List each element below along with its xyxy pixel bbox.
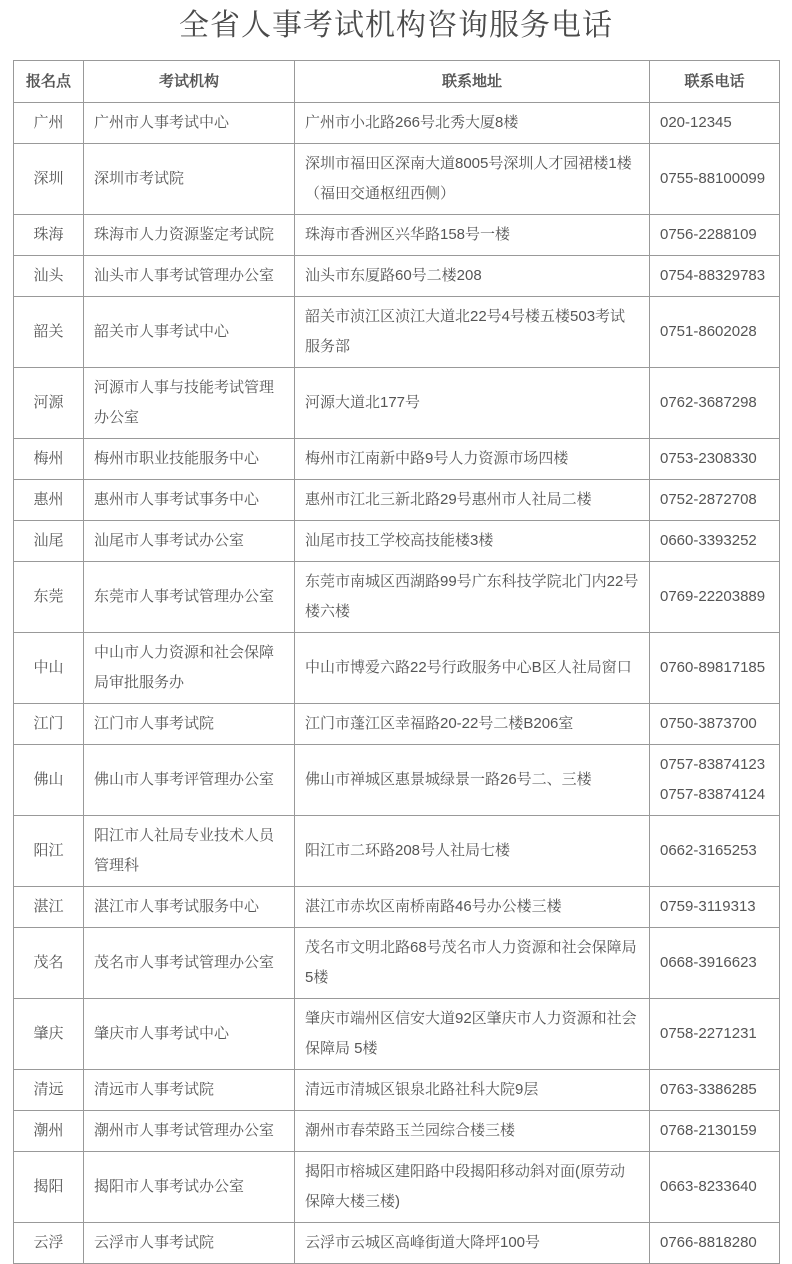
- phone-number: 0766-8818280: [660, 1234, 757, 1251]
- contact-phone-cell: [650, 1070, 780, 1111]
- exam-institution-cell: 潮州市人事考试管理办公室: [84, 1111, 295, 1152]
- phone-number: 0759-3119313: [660, 898, 756, 915]
- registration-point-cell: 深圳: [14, 144, 84, 215]
- contact-phone-cell: [650, 439, 780, 480]
- phone-number: 0751-8602028: [660, 323, 757, 340]
- registration-point-cell: 汕尾: [14, 521, 84, 562]
- table-row: [14, 439, 780, 480]
- contact-address-cell: 汕尾市技工学校高技能楼3楼: [295, 521, 650, 562]
- phone-number: 0757-83874124: [660, 786, 766, 803]
- phone-number: 0769-22203889: [660, 588, 766, 605]
- table-row: [14, 1152, 780, 1223]
- contact-address-cell: 汕头市东厦路60号二楼208: [295, 256, 650, 297]
- table-row: [14, 103, 780, 144]
- registration-point-cell: 东莞: [14, 562, 84, 633]
- table-row: [14, 521, 780, 562]
- header-exam-institution: 考试机构: [84, 61, 295, 103]
- contact-address-cell: 珠海市香洲区兴华路158号一楼: [295, 215, 650, 256]
- exam-institution-cell: 阳江市人社局专业技术人员管理科: [84, 816, 295, 887]
- contact-address-cell: 梅州市江南新中路9号人力资源市场四楼: [295, 439, 650, 480]
- exam-institution-cell: 东莞市人事考试管理办公室: [84, 562, 295, 633]
- table-row: [14, 297, 780, 368]
- table-row: [14, 562, 780, 633]
- phone-number: 0750-3873700: [660, 715, 757, 732]
- exam-institution-cell: 清远市人事考试院: [84, 1070, 295, 1111]
- exam-institution-cell: 湛江市人事考试服务中心: [84, 887, 295, 928]
- registration-point-cell: 梅州: [14, 439, 84, 480]
- contact-phone-cell: [650, 1152, 780, 1223]
- phone-number: 020-12345: [660, 114, 732, 131]
- phone-number: 0668-3916623: [660, 954, 757, 971]
- contact-phone-cell: [650, 887, 780, 928]
- contact-phone-cell: [650, 1111, 780, 1152]
- registration-point-cell: 湛江: [14, 887, 84, 928]
- registration-point-cell: 珠海: [14, 215, 84, 256]
- exam-institution-cell: 惠州市人事考试事务中心: [84, 480, 295, 521]
- phone-number: 0754-88329783: [660, 267, 766, 284]
- contact-phone-cell: [650, 816, 780, 887]
- exam-institution-cell: 珠海市人力资源鉴定考试院: [84, 215, 295, 256]
- contact-phone-cell: [650, 1223, 780, 1264]
- table-row: [14, 368, 780, 439]
- contact-address-cell: 茂名市文明北路68号茂名市人力资源和社会保障局5楼: [295, 928, 650, 999]
- contact-phone-cell: [650, 215, 780, 256]
- contact-phone-cell: [650, 562, 780, 633]
- table-row: [14, 999, 780, 1070]
- contact-phone-cell: [650, 745, 780, 816]
- contact-phone-cell: [650, 633, 780, 704]
- contact-address-cell: 深圳市福田区深南大道8005号深圳人才园裙楼1楼（福田交通枢纽西侧）: [295, 144, 650, 215]
- exam-institution-cell: 云浮市人事考试院: [84, 1223, 295, 1264]
- registration-point-cell: 河源: [14, 368, 84, 439]
- registration-point-cell: 清远: [14, 1070, 84, 1111]
- contact-address-cell: 佛山市禅城区惠景城绿景一路26号二、三楼: [295, 745, 650, 816]
- registration-point-cell: 中山: [14, 633, 84, 704]
- contact-address-cell: 韶关市浈江区浈江大道北22号4号楼五楼503考试服务部: [295, 297, 650, 368]
- phone-number: 0662-3165253: [660, 842, 757, 859]
- contact-address-cell: 云浮市云城区高峰街道大降坪100号: [295, 1223, 650, 1264]
- contact-address-cell: 阳江市二环路208号人社局七楼: [295, 816, 650, 887]
- registration-point-cell: 惠州: [14, 480, 84, 521]
- table-row: [14, 1070, 780, 1111]
- table-header: [14, 61, 780, 103]
- phone-number: 0760-89817185: [660, 659, 766, 676]
- contact-address-cell: 潮州市春荣路玉兰园综合楼三楼: [295, 1111, 650, 1152]
- exam-institution-cell: 韶关市人事考试中心: [84, 297, 295, 368]
- table-row: [14, 928, 780, 999]
- table-body: [14, 103, 780, 1264]
- contact-address-cell: 江门市蓬江区幸福路20-22号二楼B206室: [295, 704, 650, 745]
- contact-address-cell: 湛江市赤坎区南桥南路46号办公楼三楼: [295, 887, 650, 928]
- table-row: [14, 144, 780, 215]
- table-row: [14, 816, 780, 887]
- contact-phone-cell: [650, 928, 780, 999]
- contact-phone-cell: [650, 368, 780, 439]
- contact-address-cell: 中山市博爱六路22号行政服务中心B区人社局窗口: [295, 633, 650, 704]
- header-registration-point: 报名点: [14, 61, 84, 103]
- contact-address-cell: 广州市小北路266号北秀大厦8楼: [295, 103, 650, 144]
- registration-point-cell: 茂名: [14, 928, 84, 999]
- contact-address-cell: 肇庆市端州区信安大道92区肇庆市人力资源和社会保障局 5楼: [295, 999, 650, 1070]
- phone-number: 0762-3687298: [660, 394, 757, 411]
- registration-point-cell: 潮州: [14, 1111, 84, 1152]
- table-row: [14, 256, 780, 297]
- registration-point-cell: 江门: [14, 704, 84, 745]
- table-row: [14, 633, 780, 704]
- table-row: [14, 1111, 780, 1152]
- registration-point-cell: 阳江: [14, 816, 84, 887]
- exam-institution-cell: 广州市人事考试中心: [84, 103, 295, 144]
- contact-address-cell: 河源大道北177号: [295, 368, 650, 439]
- contact-address-cell: 东莞市南城区西湖路99号广东科技学院北门内22号楼六楼: [295, 562, 650, 633]
- contact-phone-cell: [650, 144, 780, 215]
- table-row: [14, 704, 780, 745]
- contact-phone-cell: [650, 297, 780, 368]
- exam-institution-cell: 梅州市职业技能服务中心: [84, 439, 295, 480]
- contact-phone-cell: [650, 480, 780, 521]
- exam-institution-cell: 汕尾市人事考试办公室: [84, 521, 295, 562]
- table-row: [14, 215, 780, 256]
- exam-institution-cell: 茂名市人事考试管理办公室: [84, 928, 295, 999]
- table-row: [14, 1223, 780, 1264]
- phone-number: 0663-8233640: [660, 1178, 757, 1195]
- phone-number: 0758-2271231: [660, 1025, 757, 1042]
- registration-point-cell: 云浮: [14, 1223, 84, 1264]
- exam-institution-cell: 中山市人力资源和社会保障局审批服务办: [84, 633, 295, 704]
- contact-phone-cell: [650, 103, 780, 144]
- registration-point-cell: 广州: [14, 103, 84, 144]
- header-contact-address: 联系地址: [295, 61, 650, 103]
- contact-address-cell: 揭阳市榕城区建阳路中段揭阳移动斜对面(原劳动保障大楼三楼): [295, 1152, 650, 1223]
- registration-point-cell: 佛山: [14, 745, 84, 816]
- table-row: [14, 887, 780, 928]
- page-title: 全省人事考试机构咨询服务电话: [179, 9, 613, 42]
- phone-number: 0755-88100099: [660, 170, 766, 187]
- table-header-row: [14, 61, 780, 103]
- registration-point-cell: 肇庆: [14, 999, 84, 1070]
- phone-number: 0660-3393252: [660, 532, 757, 549]
- phone-number: 0768-2130159: [660, 1122, 757, 1139]
- contact-phone-cell: [650, 704, 780, 745]
- registration-point-cell: 汕头: [14, 256, 84, 297]
- contact-phone-cell: [650, 521, 780, 562]
- exam-institution-cell: 江门市人事考试院: [84, 704, 295, 745]
- contact-address-cell: 惠州市江北三新北路29号惠州市人社局二楼: [295, 480, 650, 521]
- header-contact-phone: 联系电话: [650, 61, 780, 103]
- exam-institution-cell: 深圳市考试院: [84, 144, 295, 215]
- phone-number: 0757-83874123: [660, 756, 766, 773]
- registration-point-cell: 韶关: [14, 297, 84, 368]
- registration-point-cell: 揭阳: [14, 1152, 84, 1223]
- contact-phone-cell: [650, 256, 780, 297]
- phone-number: 0756-2288109: [660, 226, 757, 243]
- phone-number: 0752-2872708: [660, 491, 757, 508]
- exam-institution-cell: 河源市人事与技能考试管理办公室: [84, 368, 295, 439]
- phone-number: 0753-2308330: [660, 450, 757, 467]
- phone-number: 0763-3386285: [660, 1081, 757, 1098]
- table-row: [14, 745, 780, 816]
- contact-address-cell: 清远市清城区银泉北路社科大院9层: [295, 1070, 650, 1111]
- contact-phone-cell: [650, 999, 780, 1070]
- exam-institution-cell: 汕头市人事考试管理办公室: [84, 256, 295, 297]
- table-row: [14, 480, 780, 521]
- exam-institution-cell: 揭阳市人事考试办公室: [84, 1152, 295, 1223]
- exam-institution-cell: 肇庆市人事考试中心: [84, 999, 295, 1070]
- exam-institution-cell: 佛山市人事考评管理办公室: [84, 745, 295, 816]
- contact-phone-table: [13, 60, 780, 1264]
